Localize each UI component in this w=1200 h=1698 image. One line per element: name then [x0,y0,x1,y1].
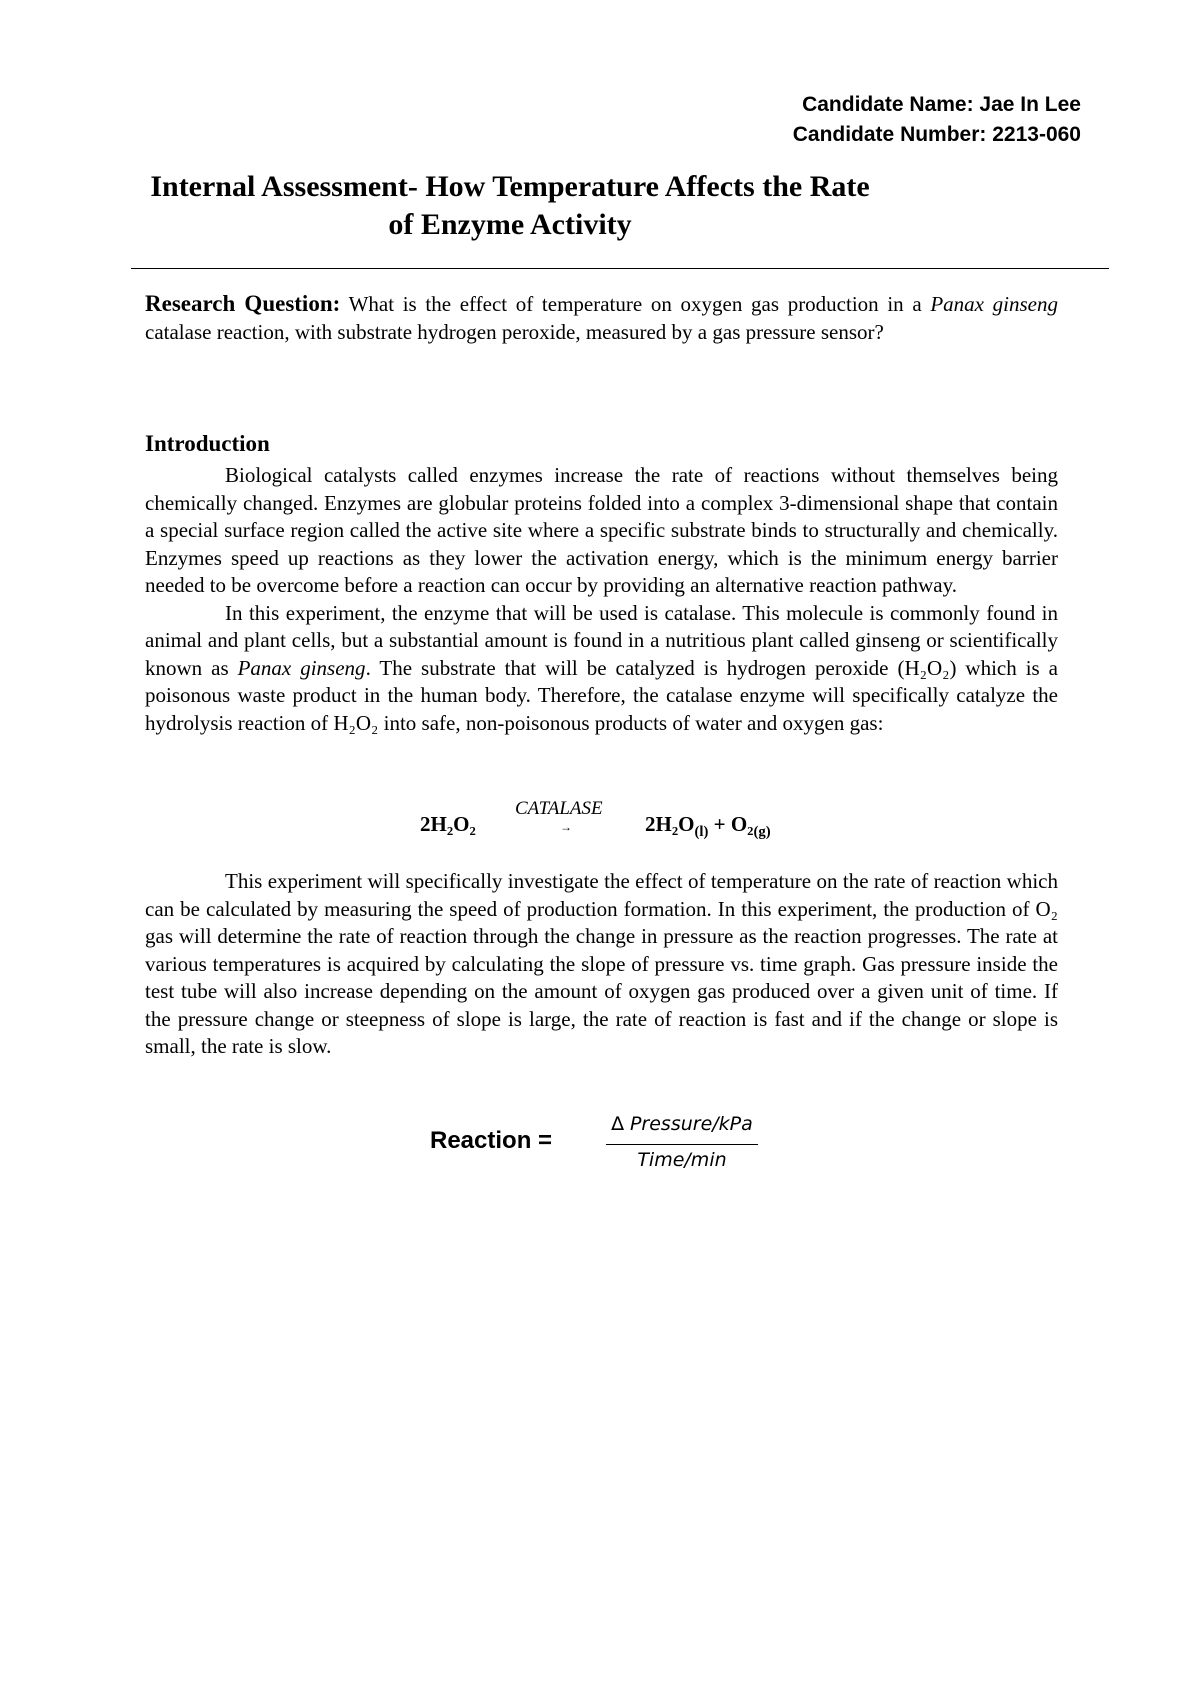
rate-formula [430,1113,810,1175]
equation-plus: + [708,812,731,836]
research-question-label: Research Question: [145,291,341,316]
research-question-text-b: catalase reaction, with substrate hydrogen peroxide, measured by a gas pressure sensor? [145,319,884,344]
candidate-number: Candidate Number: 2213-060 [792,123,1081,146]
intro-p2-text-a: In this experiment, the enzyme that will be used is catalase. This molecule is commonly found in animal and plant cells, but a substantial amount is found in a nutritious plant called ginseng or scientifically known as [145,600,1058,680]
formula-label: Reaction = [430,1127,553,1154]
h2o2-formula: H₂O₂ [333,710,379,735]
formula-numerator: ∆ Pressure/kPa [611,1113,753,1135]
intro-p2-text-d: into safe, non-poisonous products of water and oxygen gas: [378,710,884,735]
intro-paragraph-2 [145,600,1058,738]
intro-paragraph-3: This experiment will specifically investigate the effect of temperature on the rate of reaction which can be calculated by measuring the speed of production formation. In this experiment, the production of O₂ gas will determine the rate of reaction through the change in pressure as the reaction progresses. The rate at various temperatures is acquired by calculating the slope of pressure vs. time graph. Gas pressure inside the test tube will also increase depending on the amount of oxygen gas produced over a given unit of time. If the pressure change or steepness of slope is large, the rate of reaction is fast and if the change or slope is small, the rate is slow. [145,869,1058,1058]
research-question-species: Panax ginseng [930,292,1058,316]
equation-reactant: 2H₂O₂ [420,812,476,836]
page-title: Internal Assessment- How Temperature Affects the Rate of Enzyme Activity [150,170,870,241]
equation-product-water: 2H₂O [645,812,695,836]
chemical-equation [420,800,800,850]
intro-p2-text-b: . The substrate that will be catalyzed is hydrogen peroxide ( [365,655,905,680]
formula-denominator: Time/min [637,1149,727,1171]
introduction-body [145,462,1058,737]
intro-paragraph-1: Biological catalysts called enzymes increase the rate of reactions without themselves being chemically changed. Enzymes are globular proteins folded into a complex 3-dimensional shape that contain a special surface region called the active site where a specific substrate binds to structurally and chemically. Enzymes speed up reactions as they lower the activation energy, which is the minimum energy barrier needed to be overcome before a reaction can occur by providing an alternative reaction pathway. [145,463,1058,597]
introduction-heading: Introduction [145,431,270,456]
fraction-bar [606,1144,758,1145]
research-question-text-a: What is the effect of temperature on oxygen gas production in a [340,292,931,316]
equation-catalyst: CATALASE [515,798,603,819]
equation-arrow: → [560,820,572,834]
intro-p2-text-c: ) which is a poisonous waste product in the human body. Therefore, the catalase enzyme will specifically catalyze the hydrolysis reaction of [145,655,1058,735]
h2o2-formula: H₂O₂ [904,655,950,680]
equation-water-state: (l) [694,824,709,841]
equation-product-oxygen: O₂ [730,812,754,836]
intro-p2-species: Panax ginseng [237,655,366,680]
title-divider [131,268,1109,269]
equation-oxygen-state: (g) [753,824,771,841]
candidate-name: Candidate Name: Jae In Lee [802,93,1081,116]
equation-products [645,812,771,841]
research-question [145,290,1058,346]
